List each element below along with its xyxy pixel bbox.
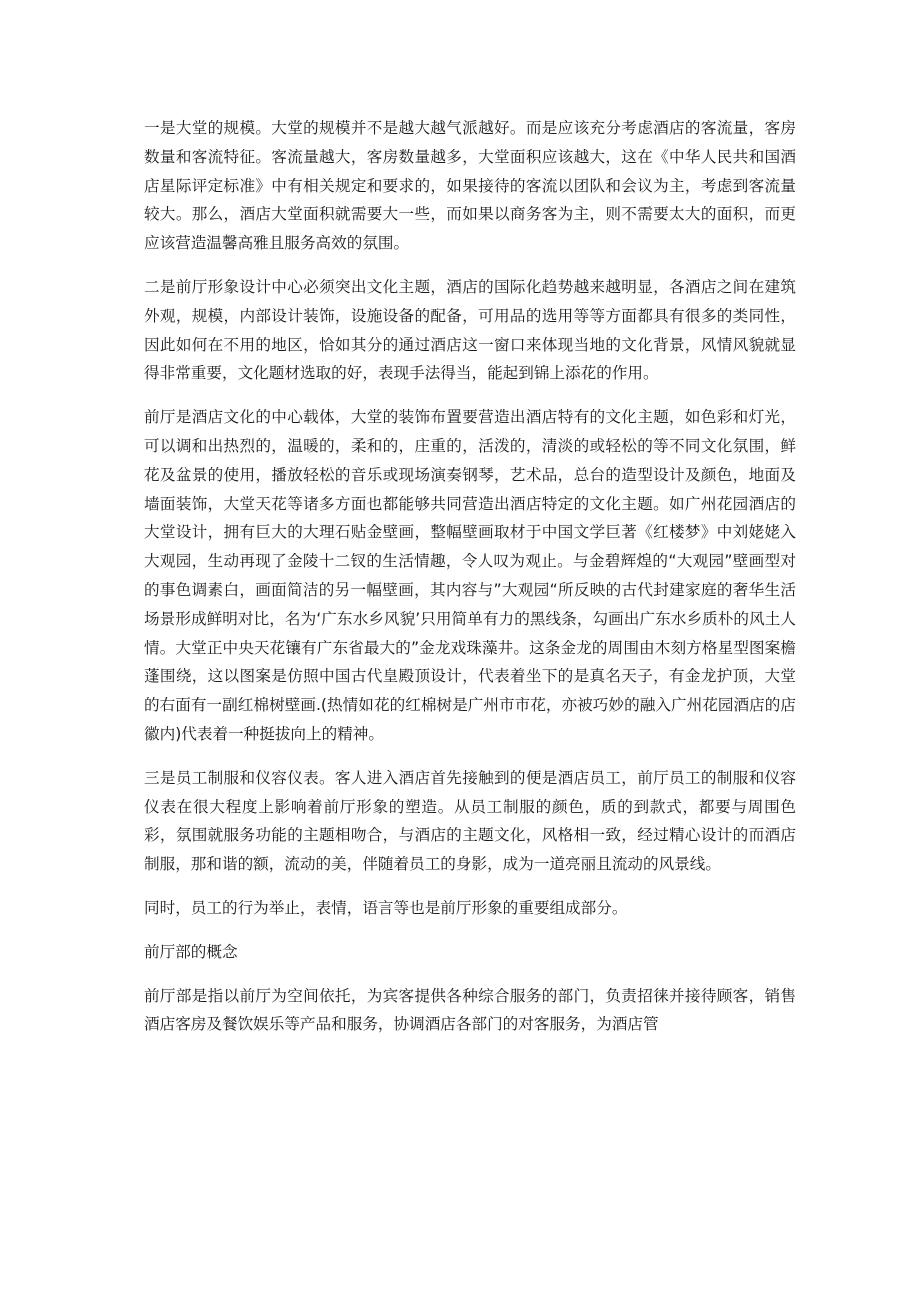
paragraph-staff-uniform: 三是员工制服和仪容仪表。客人进入酒店首先接触到的便是酒店员工，前厅员工的制服和仪容仪表在很大程度上影响着前厅形象的塑造。从员工制服的颜色，质的到款式，都要与周围色彩，氛围就服务功能的主题相吻合，与酒店的主题文化，风格相一致，经过精心设计的而酒店制服，那和谐的额，流动的美，伴随着员工的身影，成为一道亮丽且流动的风景线。 — [144, 768, 796, 874]
paragraph-lobby-scale: 一是大堂的规模。大堂的规模并不是越大越气派越好。而是应该充分考虑酒店的客流量，客房数量和客流特征。客流量越大，客房数量越多，大堂面积应该越大，这在《中华人民共和国酒店星际评定标准》中有相关规定和要求的，如果接待的客流以团队和会议为主，考虑到客流量较大。那么，酒店大堂面积就需要大一些，而如果以商务客为主，则不需要太大的面积，而更应该营造温馨高雅且服务高效的氛围。 — [144, 119, 796, 253]
paragraph-cultural-theme: 二是前厅形象设计中心必须突出文化主题，酒店的国际化趋势越来越明显，各酒店之间在建筑外观，规模，内部设计装饰，设施设备的配备，可用品的选用等等方面都具有很多的类同性，因此如何在不用的地区，恰如其分的通过酒店这一窗口来体现当地的文化背景，风情风貌就显得非常重要，文化题材选取的好，表现手法得当，能起到锦上添花的作用。 — [144, 277, 796, 383]
paragraph-staff-behavior: 同时，员工的行为举止，表情，语言等也是前厅形象的重要组成部分。 — [144, 898, 628, 917]
paragraph-front-hall-culture: 前厅是酒店文化的中心载体，大堂的装饰布置要营造出酒店特有的文化主题，如色彩和灯光，可以调和出热烈的，温暖的，柔和的，庄重的，活泼的，清淡的或轻松的等不同文化氛围，鲜花及盆景的使用，播放轻松的音乐或现场演奏钢琴，艺术品，总台的造型设计及颜色，地面及墙面装饰，大堂天花等诸多方面也都能够共同营造出酒店特定的文化主题。如广州花园酒店的大堂设计，拥有巨大的大理石贴金壁画，整幅壁画取材于中国文学巨著《红楼梦》中刘姥姥入大观园，生动再现了金陵十二钗的生活情趣，令人叹为观止。与金碧辉煌的“大观园”壁画型对的事色调素白，画面简洁的另一幅壁画，其内容与”大观园“所反映的古代封建家庭的奢华生活场景形成鲜明对比，名为‘广东水乡风貌’只用简单有力的黑线条，勾画出广东水乡质朴的风土人情。大堂正中央天花镶有广东省最大的”金龙戏珠藻井。这条金龙的周围由木刻方格星型图案檐蓬围绕，这以图案是仿照中国古代皇殿顶设计，代表着坐下的是真名天子，有金龙护顶，大堂的右面有一副红棉树壁画.(热情如花的红棉树是广州市市花，亦被巧妙的融入广州花园酒店的店徽内)代表着一种挺拔向上的精神。 — [144, 408, 796, 743]
document-body — [144, 114, 796, 1054]
section-heading: 前厅部的概念 — [144, 942, 238, 961]
paragraph-front-office-definition: 前厅部是指以前厅为空间依托，为宾客提供各种综合服务的部门，负责招徕并接待顾客，销售酒店客房及餐饮娱乐等产品和服务，协调酒店各部门的对客服务，为酒店管 — [144, 986, 796, 1034]
